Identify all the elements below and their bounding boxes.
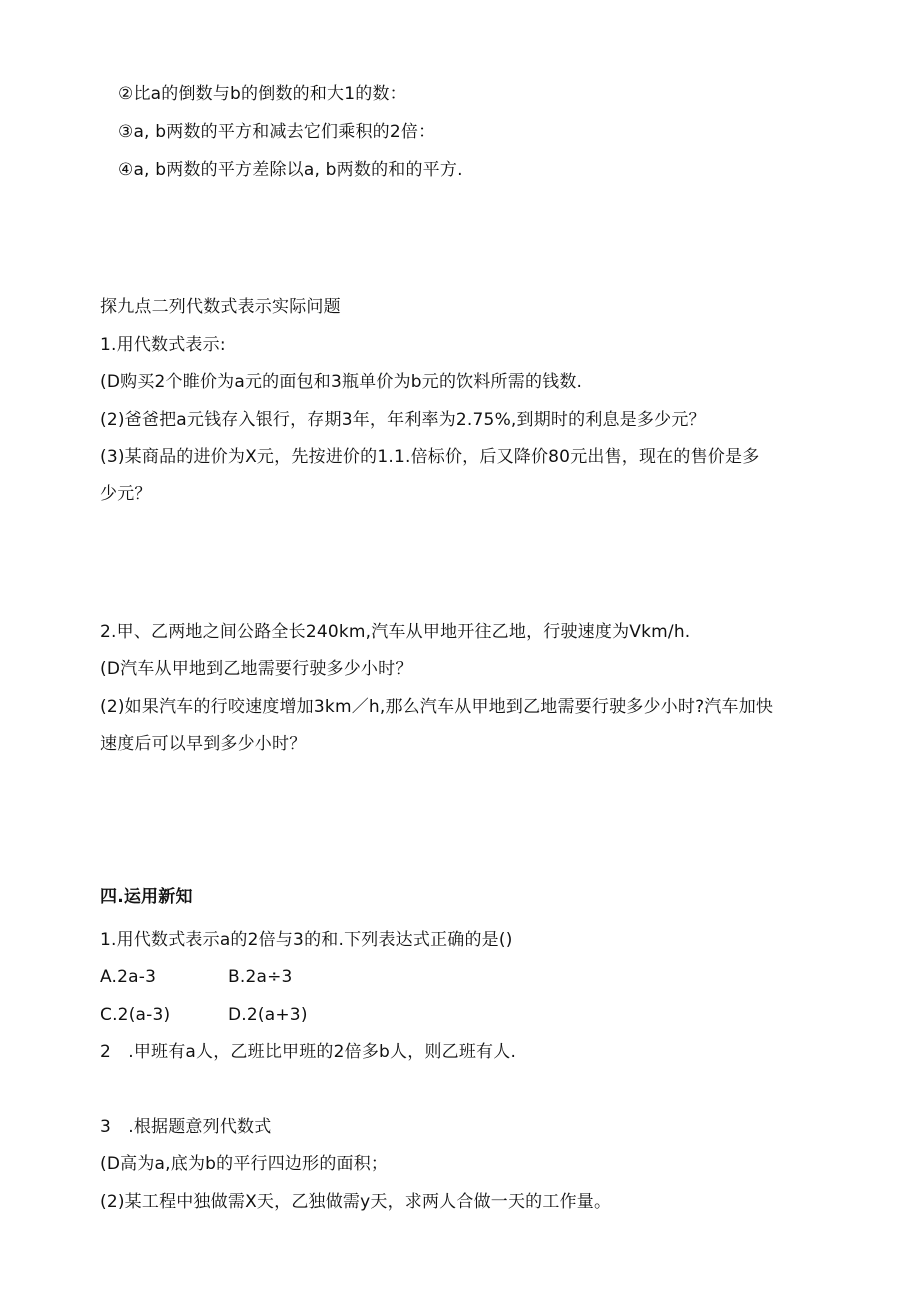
apply-question-3-part-1: (D高为a,底为b的平行四边形的面积； [100, 1154, 389, 1174]
question-2-part-2-line-1: (2)如果汽车的行咬速度增加3km／h,那么汽车从甲地到乙地需要行驶多少小时?汽车加快 [100, 697, 774, 717]
section-heading-apply: 四.运用新知 [100, 887, 193, 907]
question-1-part-3-line-2: 少元？ [100, 484, 152, 504]
prev-item-4: ④a, b两数的平方差除以a, b两数的和的平方. [118, 160, 463, 180]
apply-question-3-part-2: (2)某工程中独做需X天，乙独做需y天，求两人合做一天的工作量。 [100, 1192, 612, 1212]
prev-item-3: ③a, b两数的平方和减去它们乘积的2倍： [118, 122, 436, 142]
question-1-part-3-line-1: (3)某商品的进价为X元，先按进价的1.1.倍标价，后又降价80元出售，现在的售价是多 [100, 447, 760, 467]
question-2-part-2-line-2: 速度后可以早到多少小时？ [100, 734, 307, 754]
apply-question-3-stem: 3 .根据题意列代数式 [100, 1117, 272, 1137]
question-1-stem: 1.用代数式表示: [100, 335, 226, 355]
option-d: D.2(a+3) [228, 1005, 308, 1025]
question-1-part-1: (D购买2个睢价为a元的面包和3瓶单价为b元的饮料所需的钱数. [100, 372, 583, 392]
question-1-part-2: (2)爸爸把a元钱存入银行，存期3年，年利率为2.75%,到期时的利息是多少元？ [100, 410, 706, 430]
option-a: A.2a-3 [100, 967, 157, 987]
section-heading-explore: 探九点二列代数式表示实际问题 [100, 297, 341, 317]
prev-item-2: ②比a的倒数与b的倒数的和大1的数： [118, 84, 407, 104]
question-2-part-1: (D汽车从甲地到乙地需要行驶多少小时？ [100, 659, 413, 679]
apply-question-2: 2 .甲班有a人，乙班比甲班的2倍多b人，则乙班有人. [100, 1042, 517, 1062]
question-2-stem: 2.甲、乙两地之间公路全长240km,汽车从甲地开往乙地，行驶速度为Vkm/h. [100, 622, 691, 642]
apply-question-1-stem: 1.用代数式表示a的2倍与3的和.下列表达式正确的是() [100, 930, 513, 950]
option-b: B.2a÷3 [228, 967, 293, 987]
option-c: C.2(a-3) [100, 1005, 171, 1025]
